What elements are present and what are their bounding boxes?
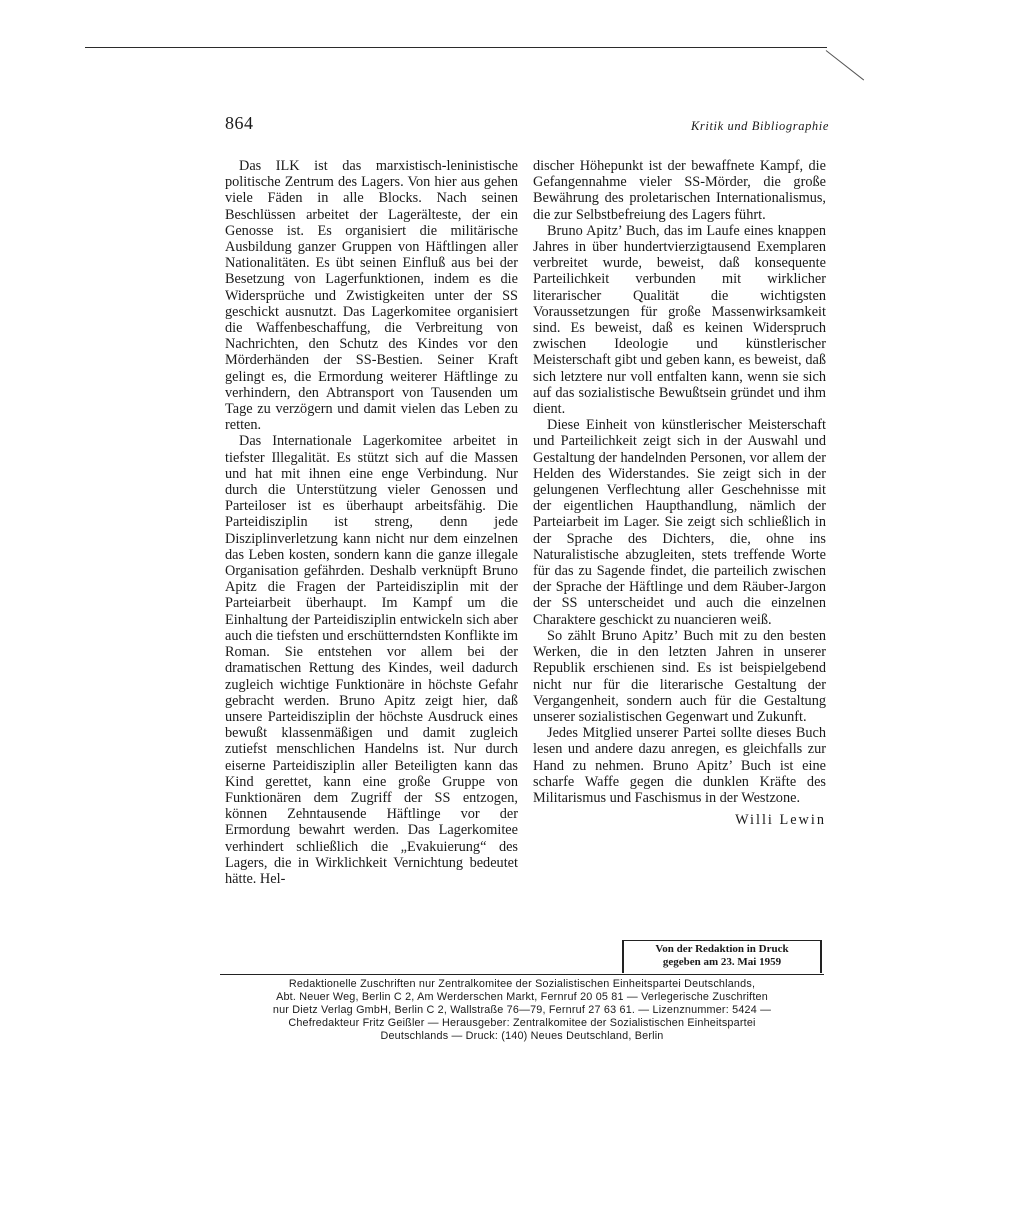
page-header: [225, 113, 829, 139]
imprint-line: nur Dietz Verlag GmbH, Berlin C 2, Wallstraße 76—79, Fernruf 27 63 61. — Lizenznummer: 5424 —: [272, 1004, 772, 1016]
print-notice-line: Von der Redaktion in Druck: [655, 943, 789, 955]
paragraph: discher Höhepunkt ist der bewaffnete Kampf, die Gefangennahme vieler SS-Mörder, die große Bewährung des proletarischen Internationalismus, die zur Selbstbefreiung des Lagers führt.: [533, 158, 826, 223]
paragraph: So zählt Bruno Apitz’ Buch mit zu den besten Werken, die in den letzten Jahren in unserer Republik erschienen sind. Es ist beispielgebend nicht nur für die literarische Gestaltung der Vergangenheit, sondern auch für die Gestaltung unserer sozialistischen Gegenwart und Zukunft.: [533, 627, 826, 725]
imprint: [220, 978, 824, 1043]
left-column: [225, 158, 518, 887]
author-signature: Willi Lewin: [735, 812, 826, 829]
imprint-line: Deutschlands — Druck: (140) Neues Deutschland, Berlin: [380, 1030, 664, 1042]
running-head: Kritik und Bibliographie: [690, 119, 829, 133]
imprint-line: Abt. Neuer Weg, Berlin C 2, Am Werderschen Markt, Fernruf 20 05 81 — Verlegerische Zuschriften: [276, 991, 768, 1003]
scan-page-edge: [826, 50, 864, 80]
paragraph: Jedes Mitglied unserer Partei sollte dieses Buch lesen und andere dazu anregen, es gleichfalls zur Hand zu nehmen. Bruno Apitz’ Buch ist eine scharfe Waffe gegen die dunklen Kräfte des Militarismus und Faschismus in der Westzone.: [533, 725, 826, 806]
right-column: [533, 158, 826, 828]
page-number: 864: [225, 113, 254, 133]
imprint-line: Redaktionelle Zuschriften nur Zentralkomitee der Sozialistischen Einheitspartei Deutschlands,: [288, 978, 756, 990]
scan-top-rule: [85, 47, 827, 48]
paragraph: Bruno Apitz’ Buch, das im Laufe eines knappen Jahres in über hundertvierzigtausend Exemplaren verbreitet wurde, beweist, daß konsequente Parteilichkeit verbunden mit wirklicher literarischer Qualität die wichtigsten Voraussetzungen für große Massenwirksamkeit sind. Es beweist, daß es keinen Widerspruch zwischen Ideologie und künstlerischer Meisterschaft gibt und geben kann, es beweist, daß sich letztere nur voll entfalten kann, wenn sie sich auf das sozialistische Bewußtsein gründet und ihm dient.: [533, 222, 826, 418]
paragraph: Das Internationale Lagerkomitee arbeitet in tiefster Illegalität. Es stützt sich auf die Massen und hat mit ihnen eine enge Verbindung. Nur durch die Unterstützung vieler Genossen und Parteiloser ist es überhaupt arbeitsfähig. Die Parteidisziplin ist streng, denn jede Disziplinverletzung kann nicht nur dem einzelnen das Leben kosten, sondern kann die ganze illegale Organisation gefährden. Deshalb verknüpft Bruno Apitz die Fragen der Parteidisziplin mit der Parteiarbeit überhaupt. Im Kampf um die Einhaltung der Parteidisziplin entwickeln sich aber auch die tiefsten und erschütterndsten Konflikte im Roman. Sie entstehen vor allem bei der dramatischen Rettung des Kindes, weil dadurch zugleich wichtige Funktionäre in höchste Gefahr gebracht werden. Bruno Apitz zeigt hier, daß unsere Parteidisziplin der höchste Ausdruck eines bewußt klassenmäßigen und damit zugleich zutiefst menschlichen Handelns ist. Nur durch eiserne Parteidisziplin aller Beteiligten kann das Kind gerettet, kann eine große Gruppe von Funktionären dem Zugriff der SS entzogen, können Zehntausende Häftlinge vor der Ermordung bewahrt werden. Das Lagerkomitee verhindert schließlich die „Evakuierung“ des Lagers, die in Wirklichkeit Vernichtung bedeutet hätte. Hel-: [225, 433, 519, 887]
imprint-line: Chefredakteur Fritz Geißler — Herausgeber: Zentralkomitee der Sozialistischen Einheitspartei: [288, 1017, 756, 1029]
paragraph: Diese Einheit von künstlerischer Meisterschaft und Parteilichkeit zeigt sich in der Auswahl und Gestaltung der handelnden Personen, vor allem der Helden des Widerstandes. Sie zeigt sich in der gelungenen Verflechtung aller Geschehnisse mit der eigentlichen Haupthandlung, nämlich der Parteiarbeit im Lager. Sie zeigt sich schließlich in der Sprache des Dichters, die, ohne ins Naturalistische abzugleiten, stets treffende Worte für das zu Sagende findet, die parteilich zwischen der Sprache der Häftlinge und dem Räuber-Jargon der SS unterscheidet und auch die einzelnen Charaktere geschickt zu nuancieren weiß.: [533, 417, 826, 628]
imprint-rule: [220, 974, 824, 975]
print-notice-line: gegeben am 23. Mai 1959: [662, 956, 782, 968]
paragraph: Das ILK ist das marxistisch-leninistische politische Zentrum des Lagers. Von hier aus gehen viele Fäden in alle Blocks. Nach seinen Beschlüssen arbeitet der Lagerälteste, der ein Genosse ist. Es organisiert die militärische Ausbildung ganzer Gruppen von Häftlingen aller Nationalitäten. Es übt seinen Einfluß aus bei der Besetzung von Lagerfunktionen, indem es die Widersprüche und Zwistigkeiten unter der SS geschickt ausnutzt. Das Lagerkomitee organisiert die Waffenbeschaffung, die Verbreitung von Nachrichten, den Schutz des Kindes vor den Mörderhänden der SS-Bestien. Seiner Kraft gelingt es, die Ermordung weiterer Häftlinge zu verhindern, den Abtransport von Tausenden um Tage zu verzögern und damit vielen das Leben zu retten.: [225, 158, 518, 434]
print-notice-box: [622, 940, 822, 973]
